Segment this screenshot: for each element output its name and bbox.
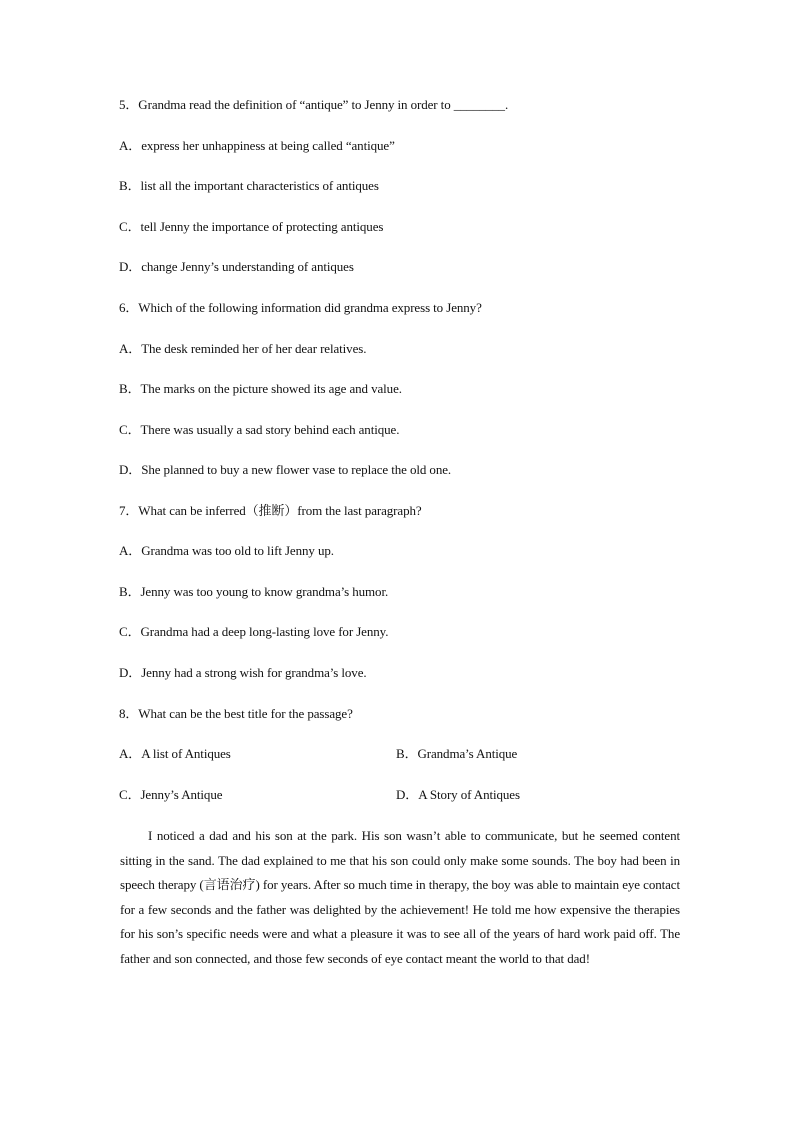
question-6-option-d: D．She planned to buy a new flower vase to replace the old one.	[119, 462, 452, 477]
question-7-option-b: B．Jenny was too young to know grandma’s humor.	[119, 584, 389, 599]
question-6-option-a: A．The desk reminded her of her dear relatives.	[119, 341, 367, 356]
question-5-option-c: C．tell Jenny the importance of protecting antiques	[119, 219, 384, 234]
question-5-option-a: A．express her unhappiness at being called “antique”	[119, 138, 395, 153]
question-6-option-b: B．The marks on the picture showed its age and value.	[119, 381, 402, 396]
question-5-option-b: B．list all the important characteristics of antiques	[119, 178, 379, 193]
reading-passage: I noticed a dad and his son at the park. His son wasn’t able to communicate, but he seemed content sitting in the sand. The dad explained to me that his son could only make some sounds. The boy had been in speech therapy (言语治疗) for years. After so much time in therapy, the boy was able to maintain eye contact for a few seconds and the father was delighted by the achievement! He told me how expensive the therapies for his son’s specific needs were and what a pleasure it was to see all of the years of hard work paid off. The father and son connected, and those few seconds of eye contact meant the world to that dad!	[120, 828, 680, 966]
question-7-stem: 7．What can be inferred（推断）from the last paragraph?	[119, 503, 422, 518]
question-7-option-c: C．Grandma had a deep long-lasting love for Jenny.	[119, 624, 389, 639]
question-8-option-c: C．Jenny’s Antique	[119, 787, 223, 802]
question-8-stem: 8．What can be the best title for the passage?	[119, 706, 353, 721]
question-7-option-a: A．Grandma was too old to lift Jenny up.	[119, 543, 334, 558]
question-5-stem: 5．Grandma read the definition of “antique” to Jenny in order to ________.	[119, 97, 509, 112]
question-7-option-d: D．Jenny had a strong wish for grandma’s love.	[119, 665, 367, 680]
question-8-option-a: A．A list of Antiques	[119, 746, 231, 761]
question-6-option-c: C．There was usually a sad story behind each antique.	[119, 422, 400, 437]
question-8-option-b: B．Grandma’s Antique	[396, 746, 518, 761]
question-8-option-d: D．A Story of Antiques	[396, 787, 520, 802]
question-5-option-d: D．change Jenny’s understanding of antiques	[119, 259, 354, 274]
question-6-stem: 6．Which of the following information did grandma express to Jenny?	[119, 300, 482, 315]
